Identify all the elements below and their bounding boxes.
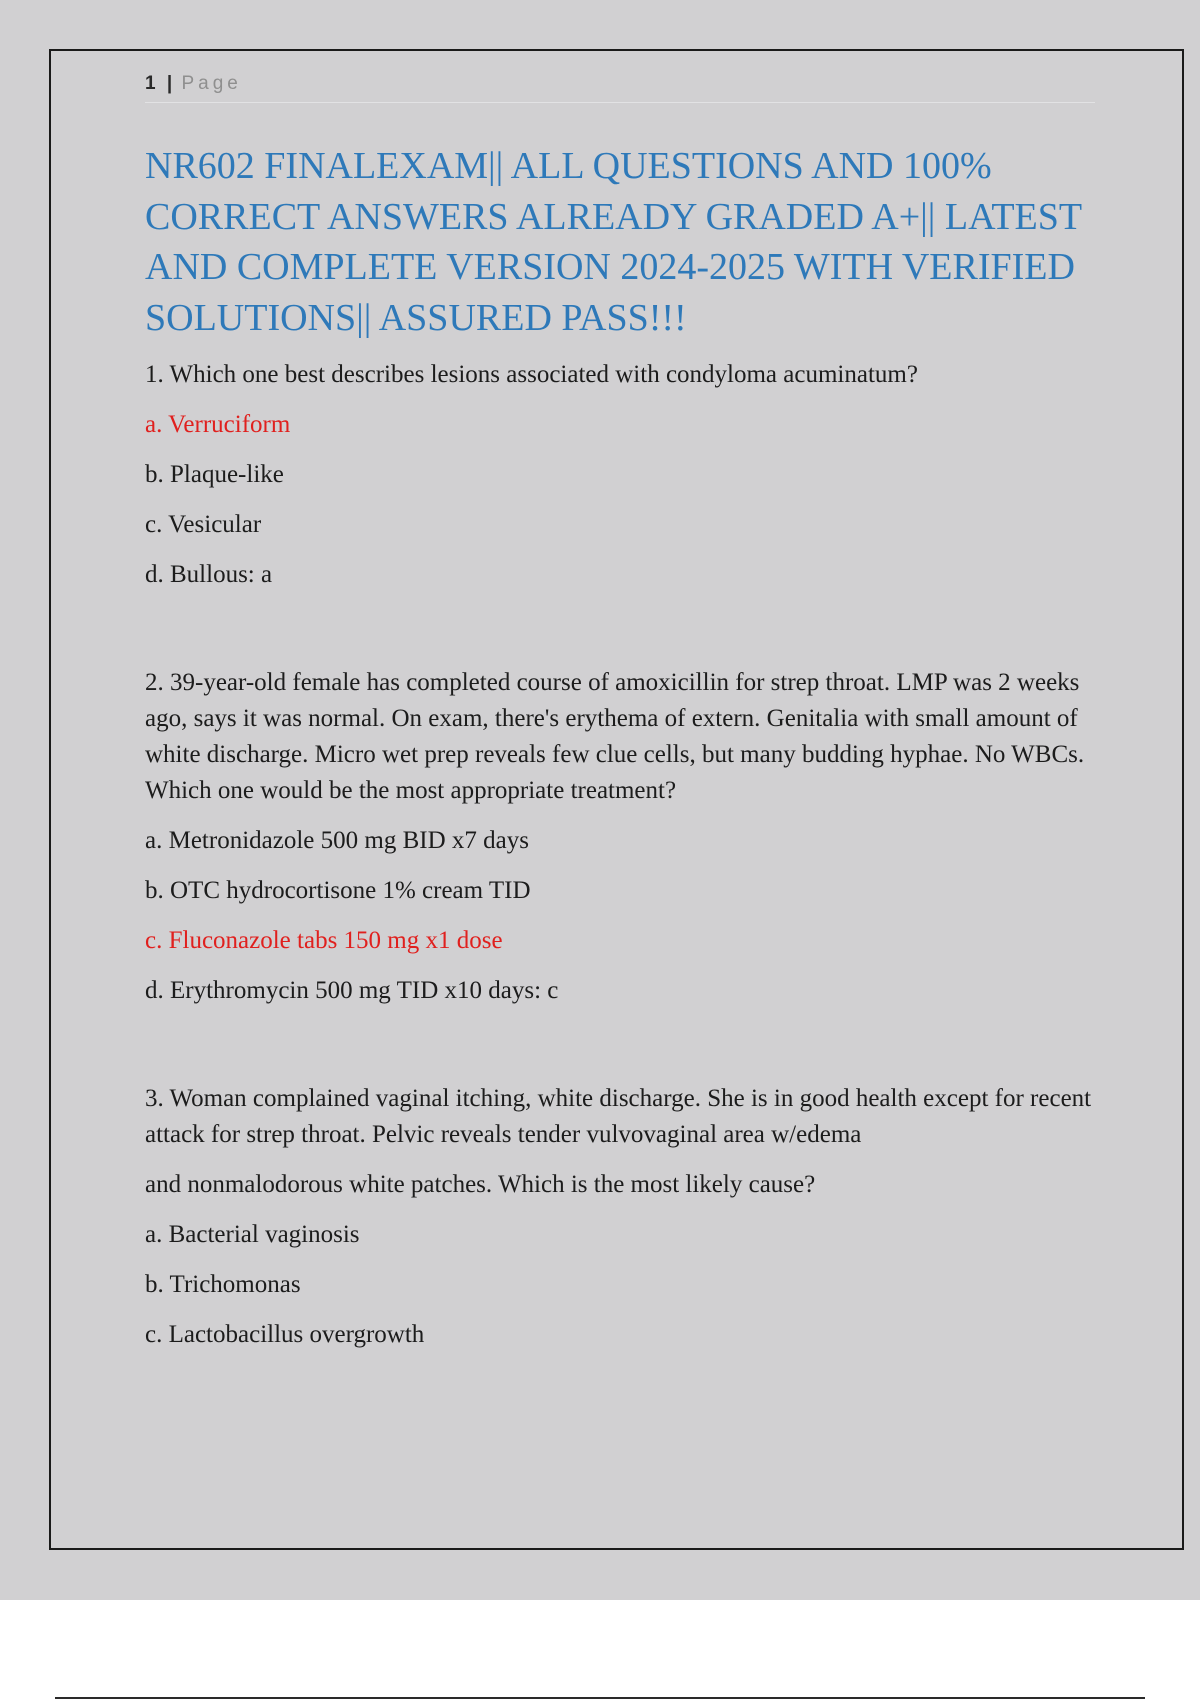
answer-option: b. Plaque-like <box>145 461 284 488</box>
answer-option: c. Lactobacillus overgrowth <box>145 1321 425 1348</box>
answer-option-correct: c. Fluconazole tabs 150 mg x1 dose <box>145 927 503 954</box>
page-header <box>145 70 1095 103</box>
answer-option-correct: a. Verruciform <box>145 411 291 438</box>
question-2 <box>145 665 1095 1009</box>
next-page-rule <box>55 1697 1145 1699</box>
answer-option: d. Bullous: a <box>145 561 273 588</box>
answer-option: b. OTC hydrocortisone 1% cream TID <box>145 877 531 904</box>
answer-option: c. Vesicular <box>145 511 262 538</box>
question-gap <box>145 607 1095 665</box>
answer-option: a. Metronidazole 500 mg BID x7 days <box>145 827 529 854</box>
question-text: 3. Woman complained vaginal itching, white discharge. She is in good health except for recent attack for strep throat. Pelvic reveals tender vulvovaginal area w/edema <box>145 1085 1092 1148</box>
question-gap <box>145 1023 1095 1081</box>
question-3 <box>145 1081 1095 1353</box>
question-text-continued: and nonmalodorous white patches. Which is the most likely cause? <box>145 1171 816 1198</box>
document-title: NR602 FINALEXAM|| ALL QUESTIONS AND 100% CORRECT ANSWERS ALREADY GRADED A+|| LATEST AND COMPLETE VERSION 2024-2025 WITH VERIFIED SOLUTIONS|| ASSURED PASS!!! <box>145 145 1082 339</box>
answer-option: b. Trichomonas <box>145 1271 301 1298</box>
answer-option: a. Bacterial vaginosis <box>145 1221 360 1248</box>
page-label: Page <box>181 73 242 94</box>
page-content <box>145 70 1095 1367</box>
page-number: 1 <box>145 73 156 94</box>
question-text: 1. Which one best describes lesions associated with condyloma acuminatum? <box>145 361 918 388</box>
question-1 <box>145 357 1095 593</box>
page-header-separator: | <box>166 73 173 94</box>
question-text: 2. 39-year-old female has completed course of amoxicillin for strep throat. LMP was 2 weeks ago, says it was normal. On exam, there's erythema of extern. Genitalia with small amount of white discharge. Micro wet prep reveals few clue cells, but many budding hyphae. No WBCs. Which one would be the most appropriate treatment? <box>145 669 1085 804</box>
answer-option: d. Erythromycin 500 mg TID x10 days: c <box>145 977 559 1004</box>
